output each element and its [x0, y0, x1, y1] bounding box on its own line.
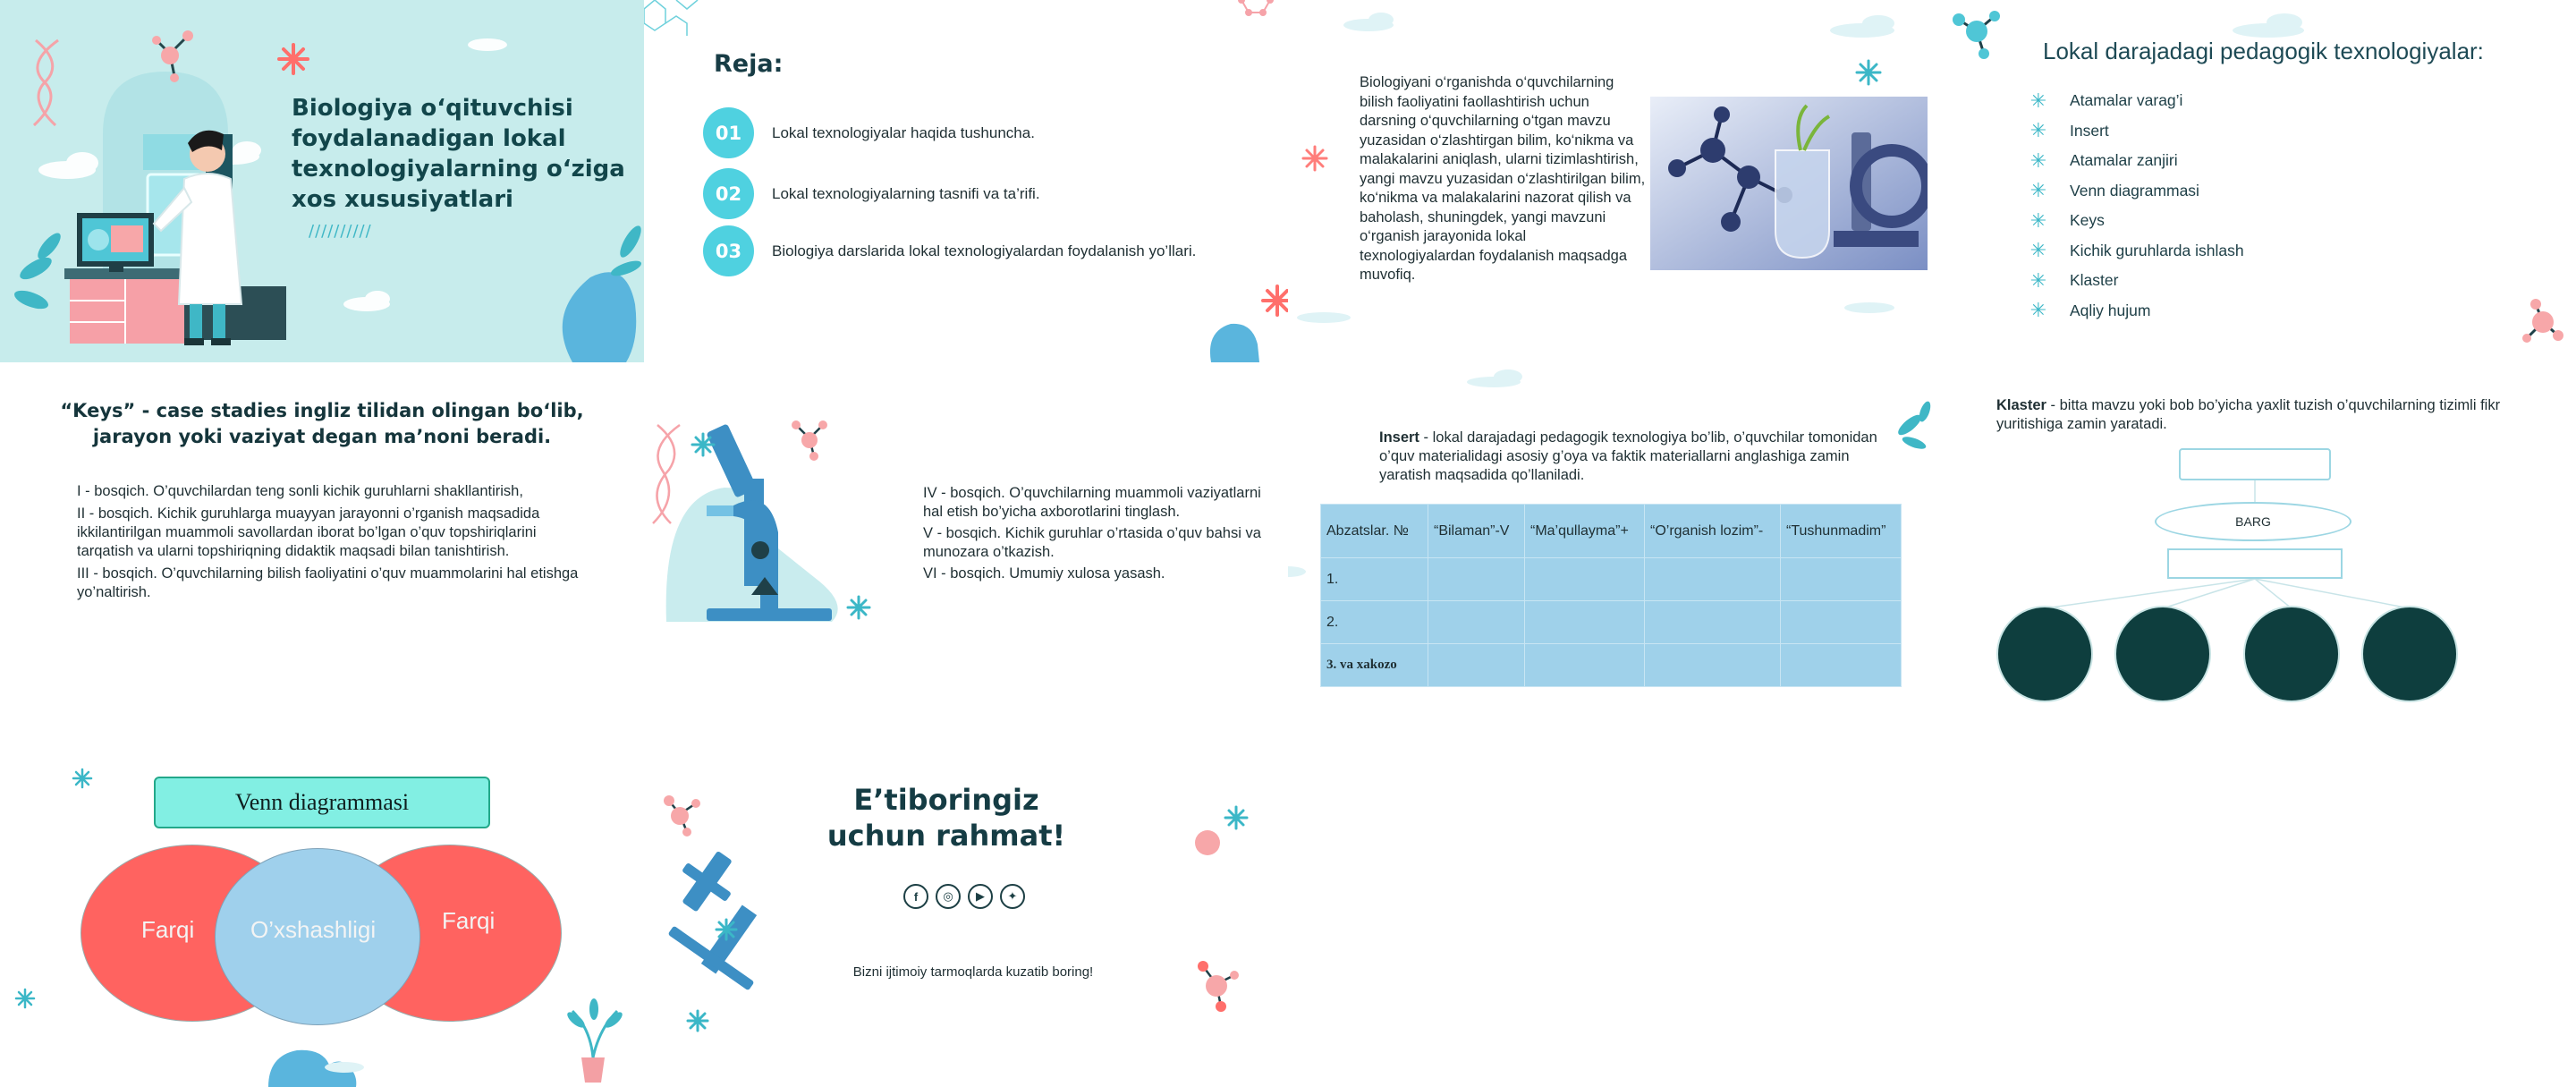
slide-plan[interactable]: [644, 0, 1288, 362]
table-cell: [1645, 601, 1781, 644]
list-item: ✳ Aqliy hujum: [2029, 299, 2151, 322]
plan-title: Reja:: [714, 50, 784, 78]
insert-term: Insert: [1379, 429, 1419, 446]
asterisk-icon: ✳: [2029, 149, 2047, 172]
column-header: “Tushunmadim”: [1781, 505, 1902, 558]
venn-left-label: Farqi: [141, 916, 195, 943]
asterisk-icon: ✳: [2029, 119, 2047, 142]
insert-description: [1379, 429, 1898, 485]
list-item: ✳ Venn diagrammasi: [2029, 179, 2199, 202]
table-cell: [1428, 558, 1525, 601]
table-cell: 2.: [1321, 601, 1428, 644]
step-text: I - bosqich. O’quvchilardan teng sonli kichik guruhlarni shakllantirish,: [77, 483, 523, 499]
list-item: ✳ Keys: [2029, 208, 2105, 232]
plan-item: [703, 107, 1035, 158]
asterisk-icon: ✳: [2029, 89, 2047, 112]
keys-heading: “Keys” - case stadies ingliz tilidan olingan bo‘lib, jarayon yoki vaziyat degan ma’noni beradi.: [60, 400, 584, 447]
list-item: ✳ Atamalar varag’i: [2029, 89, 2183, 112]
cluster-leaf-node: [2243, 606, 2340, 702]
thanks-heading: E’tiboringiz uchun rahmat!: [826, 783, 1066, 853]
instagram-icon[interactable]: ◎: [936, 884, 961, 909]
venn-title: Venn diagrammasi: [154, 777, 490, 828]
table-cell: [1781, 558, 1902, 601]
cluster-top-box: [2179, 448, 2331, 480]
plan-item-text: Lokal texnologiyalarning tasnifi va ta’rifi.: [772, 184, 1040, 202]
list-item: ✳ Kichik guruhlarda ishlash: [2029, 239, 2244, 262]
table-cell: [1525, 601, 1645, 644]
plan-item-text: Biologiya darslarida lokal texnologiyalardan foydalanish yo’llari.: [772, 242, 1197, 259]
klaster-definition: - bitta mavzu yoki bob bo’yicha yaxlit tuzish o’quvchilarning tizimli fikr yuritishiga zamin yaratadi.: [1996, 397, 2501, 432]
table-cell: [1781, 644, 1902, 687]
column-header: “Bilaman”-V: [1428, 505, 1525, 558]
venn-middle-label: O’xshashligi: [250, 916, 377, 943]
table-cell: [1525, 558, 1645, 601]
slide-keys[interactable]: [0, 362, 644, 725]
table-cell: 3. va xakozo: [1321, 644, 1428, 687]
technologies-list: [2029, 86, 2244, 326]
asterisk-icon: ✳: [2029, 179, 2047, 202]
decorative-slashes: //////////: [309, 222, 372, 241]
step-text: IV - bosqich. O’quvchilarning muammoli vaziyatlarni hal etish bo’yicha axborotlarini tinglash.: [923, 485, 1261, 520]
slide-thanks[interactable]: [644, 725, 1288, 1087]
lab-photo: [1650, 97, 1928, 270]
step-text: VI - bosqich. Umumiy xulosa yasash.: [923, 565, 1165, 582]
list-item: ✳ Insert: [2029, 119, 2109, 142]
cluster-leaf-node: [2114, 606, 2211, 702]
step-text: II - bosqich. Kichik guruhlarga muayyan jarayonni o’rganish maqsadida ikkilantirilgan muammoli savollardan iborat bo’lgan o’quv topshiriqlarini tarqatish va ularni topshiriqning didaktik maqsadi bilan tanishtirish.: [77, 505, 540, 559]
cluster-leaf-node: [2361, 606, 2458, 702]
twitter-icon[interactable]: ✦: [1000, 884, 1025, 909]
presentation-title: Biologiya o‘qituvchisi foydalanadigan lokal texnologiyalarning o‘ziga xos xususiyatlari: [292, 95, 625, 213]
microscope-illustration: [644, 362, 912, 725]
technologies-title: Lokal darajadagi pedagogik texnologiyalar:: [2043, 38, 2484, 64]
asterisk-icon: ✳: [2029, 208, 2047, 232]
column-header: “Ma’qullayma”+: [1525, 505, 1645, 558]
social-links: [903, 884, 1025, 909]
table-cell: [1645, 558, 1781, 601]
slide-venn[interactable]: [0, 725, 644, 1087]
insert-table: [1320, 504, 1902, 687]
slide-technologies-list[interactable]: [1932, 0, 2576, 362]
cluster-sub-box: [2167, 548, 2343, 579]
slide-klaster[interactable]: [1932, 362, 2576, 725]
youtube-icon[interactable]: ▶: [968, 884, 993, 909]
step-text: V - bosqich. Kichik guruhlar o’rtasida o’quv bahsi va munozara o’tkazish.: [923, 525, 1261, 560]
venn-right-label: Farqi: [442, 907, 496, 934]
facebook-icon[interactable]: f: [903, 884, 928, 909]
keys-steps-continued: [923, 484, 1272, 586]
intro-paragraph: Biologiyani o‘rganishda o‘quvchilarning bilish faoliyatini faollashtirish uchun darsning o‘quvchilarning o‘tgan mavzu yuzasidan o‘zlashtirgan bilim, ko‘nikma va malakalarini aniqlash, ularni tizimlashtirish, yangi mavzu yuzasidan o‘zlashtirilgan bilim, ko‘nikma va malakalarini nazorat qilish va baholash, shuningdek, yangi mavzuni o‘rganish jarayonida lokal texnologiyalardan foydalanish maqsadga muvofiq.: [1360, 74, 1646, 283]
insert-definition: - lokal darajadagi pedagogik texnologiya bo’lib, o’quvchilar tomonidan o’quv materialidagi asosiy g’oya va faktik materiallarni anglashiga zamin yaratish maqsadida qo’llaniladi.: [1379, 429, 1877, 483]
slide-keys-continued[interactable]: [644, 362, 1288, 725]
table-cell: [1525, 644, 1645, 687]
plan-item-number: 02: [703, 168, 754, 219]
asterisk-icon: ✳: [2029, 299, 2047, 322]
plan-item-number: 01: [703, 107, 754, 158]
asterisk-icon: ✳: [2029, 239, 2047, 262]
asterisk-icon: ✳: [2029, 268, 2047, 292]
step-text: III - bosqich. O’quvchilarning bilish faoliyatini o’quv muammolarini hal etishga yo’naltirish.: [77, 565, 579, 600]
table-cell: [1645, 644, 1781, 687]
plan-item: [703, 168, 1040, 219]
cluster-leaf-node: [1996, 606, 2093, 702]
plan-item: [703, 225, 1196, 276]
keys-steps: [77, 482, 587, 606]
slide-intro[interactable]: [1288, 0, 1932, 362]
slide-insert[interactable]: [1288, 362, 1932, 725]
column-header: “O’rganish lozim”-: [1645, 505, 1781, 558]
cluster-center-node: BARG: [2155, 502, 2351, 541]
table-cell: [1428, 644, 1525, 687]
table-cell: [1781, 601, 1902, 644]
table-row: [1321, 558, 1902, 601]
list-item: ✳ Atamalar zanjiri: [2029, 149, 2178, 172]
plan-item-number: 03: [703, 225, 754, 276]
plan-item-text: Lokal texnologiyalar haqida tushuncha.: [772, 123, 1035, 141]
slide-title[interactable]: [0, 0, 644, 362]
column-header: Abzatslar. №: [1321, 505, 1428, 558]
list-item: ✳ Klaster: [2029, 268, 2119, 292]
table-row: [1321, 644, 1902, 687]
table-cell: 1.: [1321, 558, 1428, 601]
table-cell: [1428, 601, 1525, 644]
klaster-term: Klaster: [1996, 397, 2046, 413]
table-header-row: [1321, 505, 1902, 558]
follow-text: Bizni ijtimoiy tarmoqlarda kuzatib boring!: [852, 964, 1094, 980]
table-row: [1321, 601, 1902, 644]
